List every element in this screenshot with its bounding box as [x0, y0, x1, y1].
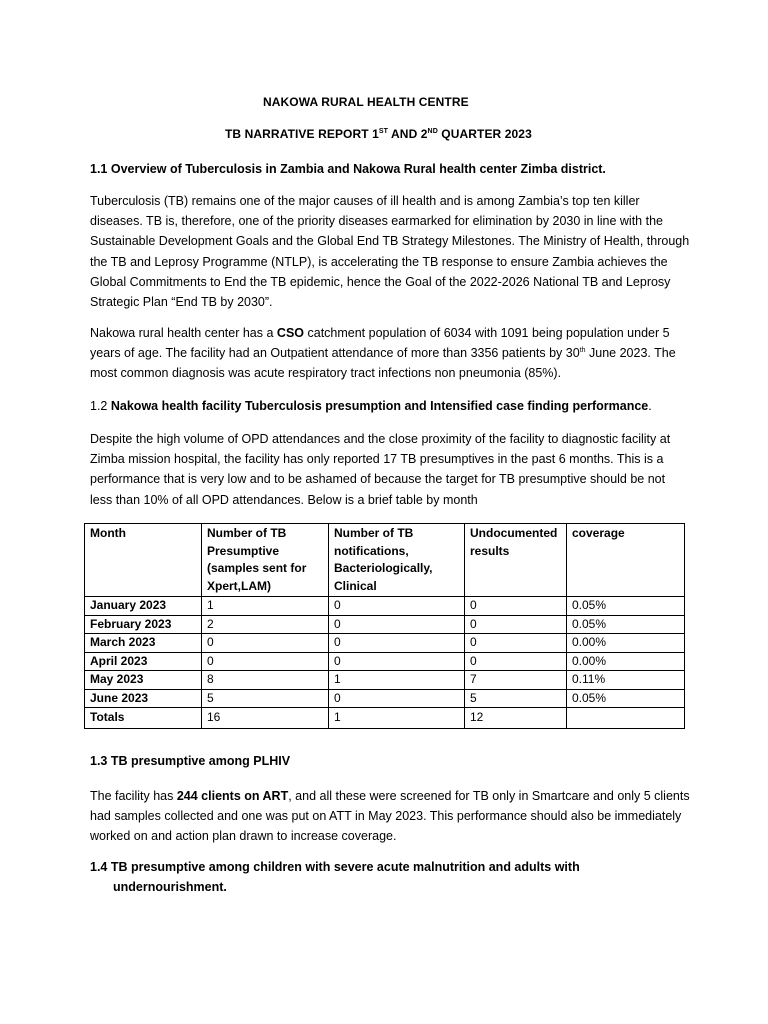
cell-notifications: 0: [329, 615, 465, 634]
table-row: [85, 615, 685, 634]
section-1-1-heading-text: Overview of Tuberculosis in Zambia and Nakowa Rural health center Zimba district.: [110, 162, 606, 176]
p2-bold: CSO: [276, 326, 305, 340]
report-title: [225, 127, 532, 141]
section-1-2-heading-end: .: [648, 399, 652, 413]
cell-notifications: 1: [329, 708, 465, 729]
cell-presumptive: 5: [202, 689, 329, 708]
cell-notifications: 0: [329, 689, 465, 708]
header-notifications: Number of TB notifications, Bacteriologically, Clinical: [329, 524, 465, 597]
cell-coverage: 0.05%: [567, 597, 685, 616]
cell-presumptive: 0: [202, 652, 329, 671]
section-1-3-number: 1.3: [90, 754, 108, 768]
table-row: [85, 689, 685, 708]
report-title-sup1: ST: [378, 128, 389, 135]
header-coverage: coverage: [567, 524, 685, 597]
section-1-1-paragraph: Tuberculosis (TB) remains one of the major causes of ill health and is among Zambia’s top ten killer diseases. TB is, therefore, one of the priority diseases earmarked for elimination by 2030 in line with the Sustainable Development Goals and the Global End TB Strategy Milestones. The Ministry of Health, through the TB and Leprosy Programme (NTLP), is accelerating the TB response to ensure Zambia achieves the Global Commitments to End the TB epidemic, hence the Goal of the 2022-2026 National TB and Leprosy Strategic Plan “End TB by 2030”.: [90, 194, 690, 310]
cell-coverage: 0.05%: [567, 689, 685, 708]
section-1-2-heading: [90, 396, 652, 416]
cell-undocumented: 7: [465, 671, 567, 690]
header-month: Month: [85, 524, 202, 597]
cell-undocumented: 0: [465, 615, 567, 634]
cell-coverage: 0.00%: [567, 652, 685, 671]
header-undocumented: Undocumented results: [465, 524, 567, 597]
cell-month: May 2023: [85, 671, 202, 690]
cell-month: June 2023: [85, 689, 202, 708]
cell-month: February 2023: [85, 615, 202, 634]
section-1-2-number: 1.2: [90, 399, 108, 413]
cell-presumptive: 1: [202, 597, 329, 616]
report-title-sup2: ND: [427, 128, 438, 135]
report-title-suffix: QUARTER 2023: [437, 127, 532, 141]
section-1-2-heading-text: Nakowa health facility Tuberculosis presumption and Intensified case finding performance: [110, 399, 649, 413]
section-1-4-heading-line2: undernourishment.: [113, 880, 227, 894]
report-title-prefix: TB NARRATIVE REPORT 1: [225, 127, 379, 141]
table-header-row: [85, 524, 685, 597]
report-title-mid: AND 2: [388, 127, 428, 141]
section-1-1-catchment-paragraph: [90, 323, 690, 384]
table-totals-row: [85, 708, 685, 729]
cell-undocumented: 12: [465, 708, 567, 729]
section-1-2-paragraph: Despite the high volume of OPD attendances and the close proximity of the facility to diagnostic facility at Zimba mission hospital, the facility has only reported 17 TB presumptives in the past 6 months. This is a performance that is very low and to be ashamed of because the target for TB presumptive should be not less than 10% of all OPD attendances. Below is a brief table by month: [90, 432, 671, 507]
section-1-3-heading: [90, 751, 290, 771]
section-1-1-heading: [90, 159, 606, 179]
cell-presumptive: 2: [202, 615, 329, 634]
cell-notifications: 0: [329, 652, 465, 671]
cell-month: March 2023: [85, 634, 202, 653]
cell-undocumented: 0: [465, 597, 567, 616]
cell-presumptive: 0: [202, 634, 329, 653]
section-1-1-number: 1.1: [90, 162, 108, 176]
section-1-3-paragraph: [90, 786, 690, 847]
cell-coverage: 0.05%: [567, 615, 685, 634]
table-row: [85, 671, 685, 690]
cell-notifications: 0: [329, 597, 465, 616]
section-1-3-heading-text: TB presumptive among PLHIV: [110, 754, 291, 768]
cell-undocumented: 0: [465, 652, 567, 671]
table-row: [85, 597, 685, 616]
header-presumptive: Number of TB Presumptive (samples sent for Xpert,LAM): [202, 524, 329, 597]
p4-bold: 244 clients on ART: [176, 789, 289, 803]
section-1-4-number: 1.4: [90, 860, 108, 874]
tb-monthly-table: [84, 523, 685, 729]
cell-presumptive: 16: [202, 708, 329, 729]
cell-notifications: 0: [329, 634, 465, 653]
cell-month: January 2023: [85, 597, 202, 616]
section-1-4-heading-line1: TB presumptive among children with severe acute malnutrition and adults with: [110, 860, 580, 874]
cell-coverage: 0.11%: [567, 671, 685, 690]
cell-undocumented: 5: [465, 689, 567, 708]
facility-title: NAKOWA RURAL HEALTH CENTRE: [263, 95, 469, 109]
table-row: [85, 634, 685, 653]
section-1-4-heading: [90, 857, 580, 897]
p2-text-a: Nakowa rural health center has a: [90, 326, 277, 340]
cell-presumptive: 8: [202, 671, 329, 690]
p2-sup: th: [579, 347, 586, 355]
cell-totals-label: Totals: [85, 708, 202, 729]
cell-month: April 2023: [85, 652, 202, 671]
cell-coverage: 0.00%: [567, 634, 685, 653]
p2-text-b: catchment population of 6034 with 1091 being population under 5 years of age. The facility had an Outpatient attendance of more than 3356 patients by 30: [90, 326, 670, 361]
cell-notifications: 1: [329, 671, 465, 690]
cell-coverage: [567, 708, 685, 729]
cell-undocumented: 0: [465, 634, 567, 653]
p4-text-a: The facility has: [90, 789, 177, 803]
table-row: [85, 652, 685, 671]
p4-text-b: , and all these were screened for TB only in Smartcare and only 5 clients had samples collected and one was put on ATT in May 2023. This performance should also be immediately worked on and action plan drawn to increase coverage.: [90, 789, 690, 844]
p2-text-c: June 2023. The most common diagnosis was acute respiratory tract infections non pneumonia (85%).: [90, 346, 676, 381]
